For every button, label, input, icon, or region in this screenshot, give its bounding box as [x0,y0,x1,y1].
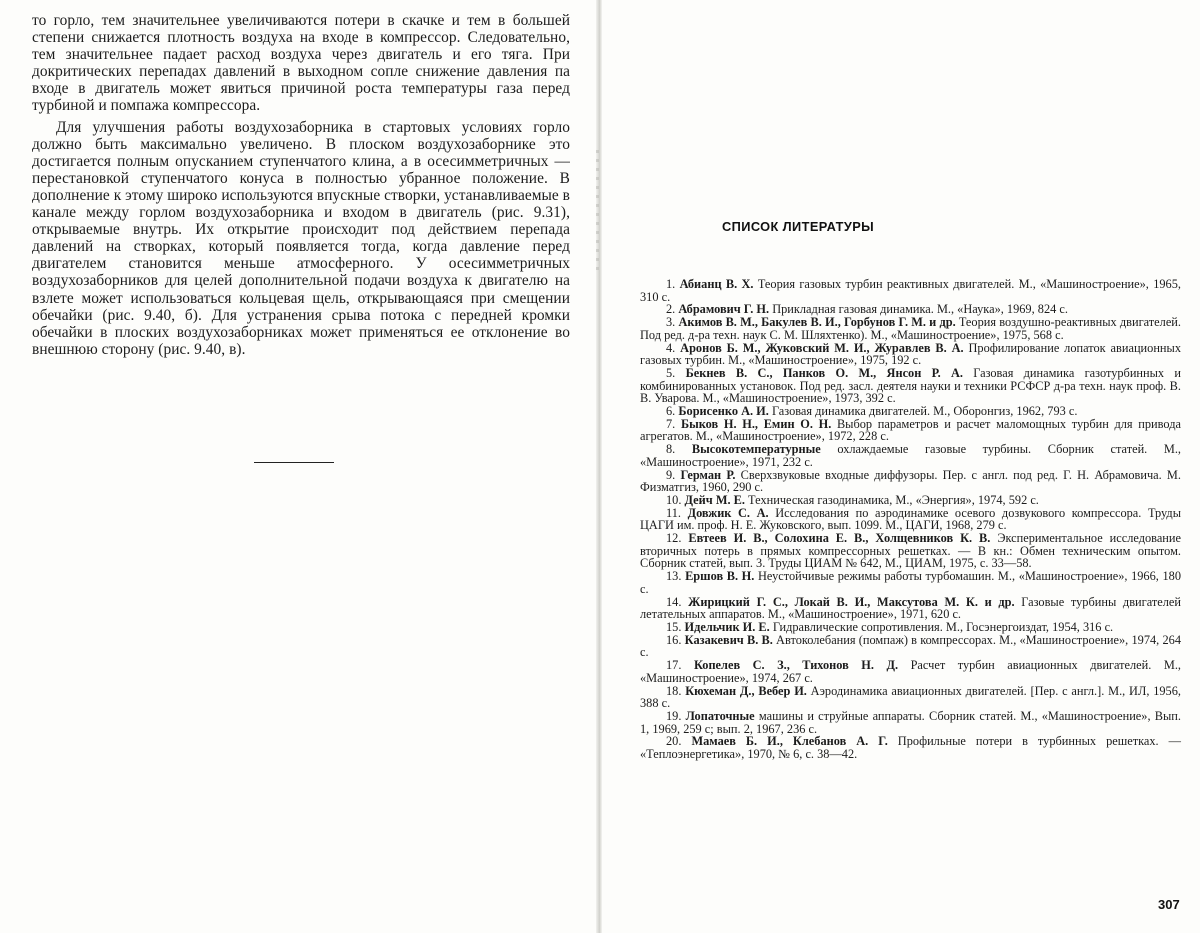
reference-authors: Абианц В. Х. [679,277,754,291]
reference-authors: Абрамович Г. Н. [678,302,770,317]
reference-details: Неустойчивые режимы работы турбомашин. М., «Машиностроение», 1966, 180 с. [640,569,1181,596]
reference-authors: Довжик С. А. [687,505,769,520]
reference-number: 4. [666,340,676,355]
reference-item [640,659,1181,684]
reference-number: 15. [666,619,682,634]
reference-item [640,532,1181,570]
reference-details: Исследования по аэродинамике осевого дозвукового компрессора. Труды ЦАГИ им. проф. Н. Е. Жуковского, вып. 1099. М., ЦАГИ, 1968, 279 с. [640,505,1181,533]
reference-number: 13. [666,569,682,584]
reference-authors: Быков Н. Н., Емин О. Н. [680,416,832,431]
reference-details: Газовая динамика газотурбинных и комбинированных установок. Под ред. засл. деятеля науки и техники РСФСР д-ра техн. наук проф. В. В. Уварова. М., «Машиностроение», 1973, 392 с. [640,365,1181,406]
reference-details: Газовые турбины двигателей летательных аппаратов. М., «Машиностроение», 1971, 620 с. [640,594,1181,622]
reference-item [640,443,1181,468]
reference-number: 7. [666,416,676,431]
reference-details: Автоколебания (помпаж) в компрессорах. М., «Машиностроение», 1974, 264 с. [640,632,1181,660]
reference-details: Гидравлические сопротивления. М., Госэнергоиздат, 1954, 316 с. [769,619,1114,634]
reference-details: машины и струйные аппараты. Сборник статей. М., «Машиностроение», Вып. 1, 1969, 259 с; вып. 2, 1967, 236 с. [640,708,1181,736]
reference-number: 10. [666,492,682,507]
reference-authors: Казакевич В. В. [684,632,773,647]
section-title: СПИСОК ЛИТЕРАТУРЫ [722,219,875,234]
reference-details: Расчет турбин авиационных двигателей. М., «Машиностроение», 1974, 267 с. [640,658,1181,685]
reference-number: 19. [666,708,682,723]
gutter-shadow [596,150,599,270]
reference-item [640,418,1181,443]
reference-number: 2. [666,302,676,317]
reference-item [640,507,1181,532]
paragraph: Для улучшения работы воздухозаборника в стартовых условиях горло должно быть максимально увеличено. В плоском воздухозаборнике это достигается полным опусканием ступенчатого клина, а в осесимметричных — перестановкой ступенчатого конуса в полностью убранное положение. В дополнение к этому широко используются впускные створки, устанавливаемые в канале между горлом воздухозаборника и входом в двигатель (рис. 9.31), открываемые внутрь. Их открытие происходит под действием перепада давлений на створках, который появляется тогда, когда давление перед двигателем становится меньше атмосферного. У осесимметричных воздухозаборников для целей дополнительной подачи воздуха к двигателю на взлете может использоваться кольцевая щель, открывающаяся при смещении обечайки (рис. 9.40, б). Для устранения срыва потока с передней кромки обечайки в плоских воздухозаборниках может применяться ее отклонение во внешнюю сторону (рис. 9.40, в). [32,118,570,358]
reference-details: Аэродинамика авиационных двигателей. [Пер. с англ.]. М., ИЛ, 1956, 388 с. [640,683,1181,711]
reference-authors: Высокотемпературные [691,442,821,457]
reference-number: 9. [666,467,676,482]
reference-authors: Герман Р. [680,467,736,482]
reference-number: 3. [666,315,676,330]
reference-details: Профильные потери в турбинных решетках. — «Теплоэнергетика», 1970, № 6, с. 38—42. [640,734,1181,762]
reference-details: Сверхзвуковые входные диффузоры. Пер. с англ. под ред. Г. Н. Абрамовича. М. Физматгиз, 1960, 290 с. [640,467,1181,495]
reference-authors: Борисенко А. И. [678,404,769,419]
reference-authors: Мамаев Б. И., Клебанов А. Г. [691,734,888,749]
reference-item [640,367,1181,405]
paragraph: то горло, тем значительнее увеличиваются потери в скачке и тем в большей степени снижается плотность воздуха на входе в компрессор. Следовательно, тем значительнее падает расход воздуха через двигатель и его тяга. При докритических перепадах давлений в выходном сопле снижение давления па входе в двигатель может явиться причиной роста температуры газа перед турбиной и помпажа компрессора. [32,12,570,115]
reference-item [640,634,1181,659]
reference-authors: Акимов В. М., Бакулев В. И., Горбунов Г. М. и др. [678,315,956,330]
reference-item [640,469,1181,494]
reference-item [640,316,1181,341]
reference-authors: Жирицкий Г. С., Локай В. И., Максутова М. К. и др. [688,594,1015,609]
reference-list [640,278,1181,761]
reference-item [640,342,1181,367]
reference-number: 16. [666,632,682,647]
reference-details: Техническая газодинамика, М., «Энергия», 1974, 592 с. [744,492,1039,507]
chapter-end-rule [254,462,334,463]
reference-item [640,278,1181,303]
reference-item [640,685,1181,710]
left-page [0,0,596,933]
reference-authors: Дейч М. Е. [684,492,745,507]
reference-number: 1. [666,277,676,291]
reference-item [640,735,1181,760]
reference-details: Прикладная газовая динамика. М., «Наука», 1969, 824 с. [769,302,1068,317]
reference-details: Газовая динамика двигателей. М., Оборонгиз, 1962, 793 с. [768,404,1078,419]
reference-item [640,570,1181,595]
reference-number: 18. [666,683,682,698]
page-number: 307 [1158,897,1180,912]
reference-authors: Лопаточные [685,708,755,723]
reference-number: 20. [666,734,682,749]
reference-authors: Бекнев В. С., Панков О. М., Янсон Р. А. [685,365,963,380]
reference-number: 8. [666,442,676,457]
reference-authors: Евтеев И. В., Солохина Е. В., Холщевников К. В. [688,531,991,546]
reference-authors: Кюхеман Д., Вебер И. [685,683,807,698]
reference-number: 12. [666,531,682,546]
reference-details: охлаждаемые газовые турбины. Сборник статей. М., «Машиностроение», 1971, 232 с. [640,442,1181,469]
reference-details: Теория газовых турбин реактивных двигателей. М., «Машиностроение», 1965, 310 с. [640,277,1181,304]
reference-details: Профилирование лопаток авиационных газовых турбин. М., «Машиностроение», 1975, 192 с. [640,340,1182,368]
reference-item [640,710,1181,735]
reference-number: 14. [666,594,682,609]
body-text [32,12,570,358]
reference-number: 17. [666,658,682,673]
reference-authors: Идельчик И. Е. [684,619,770,634]
reference-authors: Аронов Б. М., Жуковский М. И., Журавлев В. А. [680,340,964,355]
reference-authors: Копелев С. З., Тихонов Н. Д. [693,658,899,673]
reference-number: 5. [666,365,676,380]
reference-number: 6. [666,404,676,419]
reference-details: Экспериментальное исследование вторичных потерь в прямых компрессорных решетках. — В кн.: Обмен техническим опытом. Сборник статей, вып. 3. Труды ЦИАМ № 642, М., ЦИАМ, 1975, с. 33—58. [640,531,1182,571]
reference-authors: Ершов В. Н. [685,569,755,584]
right-page [602,0,1200,933]
reference-number: 11. [666,505,681,520]
reference-details: Теория воздушно-реактивных двигателей. Под ред. д-ра техн. наук С. М. Шляхтенко). М., «Машиностроение», 1975, 568 с. [640,315,1181,342]
reference-details: Выбор параметров и расчет маломощных турбин для привода агрегатов. М., «Машиностроение», 1972, 228 с. [640,416,1181,444]
reference-item [640,596,1181,621]
